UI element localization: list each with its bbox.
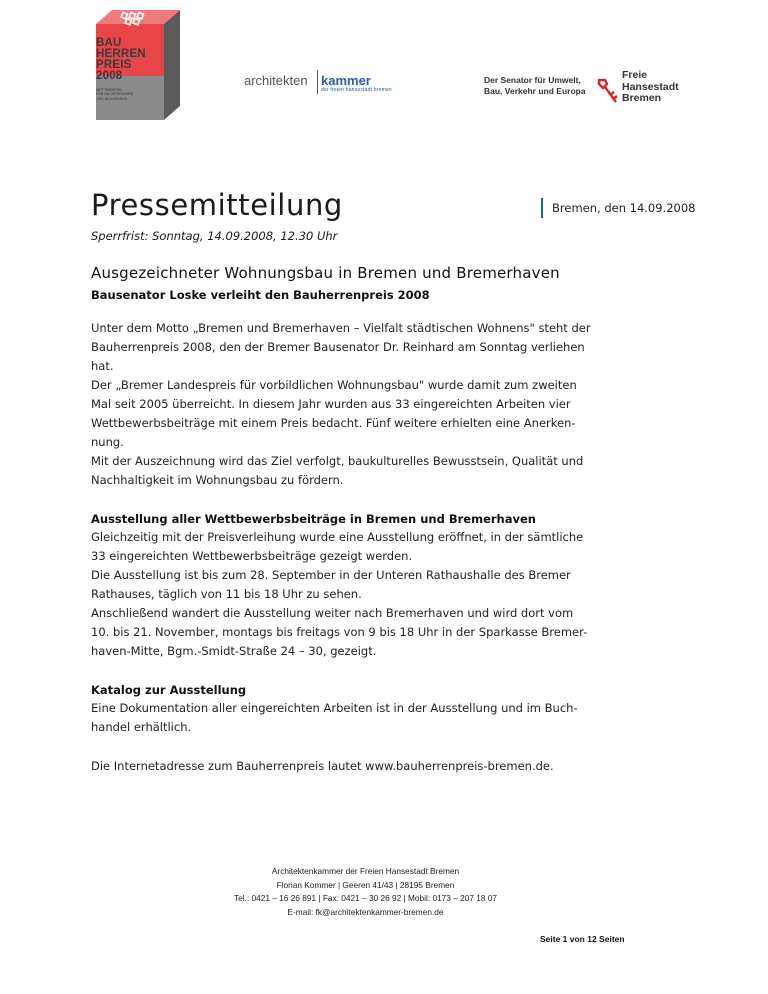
text-line: Gleichzeitig mit der Preisverleihung wurde eine Ausstellung eröffnet, in der sämtliche <box>91 530 584 544</box>
section-heading-katalog: Katalog zur Ausstellung <box>91 683 247 697</box>
senator-logo <box>484 75 586 97</box>
page-number: Seite 1 von 12 Seiten <box>540 934 625 944</box>
text-line: 33 eingereichten Wettbewerbsbeiträge gezeigt werden. <box>91 549 413 563</box>
architektenkammer-logo-sub: der freien hansestadt bremen <box>321 87 392 93</box>
logo-line: 2008 <box>96 70 123 82</box>
closing-paragraph <box>91 757 651 776</box>
bauherrenpreis-logo-text <box>96 38 158 82</box>
fhb-line: Bremen <box>622 92 662 104</box>
section-body-ausstellung <box>91 528 651 661</box>
logo-line: PREIS <box>96 59 132 71</box>
footer-line: Tel.: 0421 – 16 26 891 | Fax: 0421 – 30 26 92 | Mobil: 0173 – 207 18 07 <box>233 893 498 903</box>
text-line: haven-Mitte, Bgm.-Smidt-Straße 24 – 30, gezeigt. <box>91 644 377 658</box>
text-line: Anschließend wandert die Ausstellung weiter nach Bremerhaven und wird dort vom <box>91 606 574 620</box>
intro-paragraph <box>91 319 651 490</box>
fhb-line: Freie <box>622 69 648 81</box>
section-heading-ausstellung: Ausstellung aller Wettbewerbsbeiträge in Bremen und Bremerhaven <box>91 512 536 526</box>
text-line: Mit der Auszeichnung wird das Ziel verfolgt, baukulturelles Bewusstsein, Qualität und <box>91 454 584 468</box>
headline: Ausgezeichneter Wohnungsbau in Bremen und Bremerhaven <box>91 264 560 282</box>
footer-line: E-mail: fk@architektenkammer-bremen.de <box>287 906 444 917</box>
text-line: handel erhältlich. <box>91 720 192 734</box>
text-line: Mal seit 2005 überreicht. In diesem Jahr wurden aus 33 eingereichten Arbeiten vier <box>91 397 571 411</box>
text-line: Wettbewerbsbeiträge mit einem Preis bedacht. Fünf weitere erhielten eine Anerken- <box>91 416 576 430</box>
footer-line: Architektenkammer der Freien Hansestadt Bremen <box>271 866 460 876</box>
logo-small-line: WETTBEWERB <box>96 88 122 92</box>
text-line: Unter dem Motto „Bremen und Bremerhaven – Vielfalt städtischen Wohnens" steht der <box>91 321 591 335</box>
logo-line: HERREN <box>96 48 146 60</box>
page-title: Pressemitteilung <box>91 188 343 222</box>
footer-line: Florian Kommer | Geeren 41/43 | 28195 Bremen <box>276 879 455 890</box>
architektenkammer-logo-left: architekten <box>244 73 308 88</box>
section-body-katalog <box>91 699 651 737</box>
architektenkammer-logo-right: kammer <box>321 73 371 88</box>
subheadline: Bausenator Loske verleiht den Bauherrenpreis 2008 <box>91 288 430 302</box>
freie-hansestadt-logo <box>622 70 679 105</box>
text-line: Der „Bremer Landespreis für vorbildlichen Wohnungsbau" wurde damit zum zweiten <box>91 378 577 392</box>
text-line: nung. <box>91 435 124 449</box>
text-line: Nachhaltigkeit im Wohnungsbau zu fördern. <box>91 473 344 487</box>
date-divider <box>541 198 543 218</box>
bremen-key-icon <box>596 76 618 106</box>
footer-contact <box>150 865 581 919</box>
logo-small-line: UND BAUHERREN <box>96 96 128 101</box>
fhb-line: Hansestadt <box>622 80 679 93</box>
text-line: 10. bis 21. November, montags bis freitags von 9 bis 18 Uhr in der Sparkasse Bremer- <box>91 625 588 639</box>
text-line: Die Ausstellung ist bis zum 28. September in der Unteren Rathaushalle des Bremer <box>91 568 571 582</box>
logo-small-line: FÜR BAUHERRINNEN <box>96 92 134 97</box>
text-line: Die Internetadresse zum Bauherrenpreis lautet www.bauherrenpreis-bremen.de. <box>91 759 554 773</box>
text-line: Eine Dokumentation aller eingereichten Arbeiten ist in der Ausstellung und im Buch- <box>91 701 578 715</box>
architektenkammer-logo-divider <box>317 70 318 94</box>
logo-line: BAU <box>96 37 122 49</box>
senator-line: Bau, Verkehr und Europa <box>484 86 586 96</box>
document-date: Bremen, den 14.09.2008 <box>552 201 696 215</box>
senator-line: Der Senator für Umwelt, <box>484 75 581 85</box>
sperrfrist: Sperrfrist: Sonntag, 14.09.2008, 12.30 Uhr <box>91 229 338 243</box>
bauherrenpreis-logo-small-text <box>96 88 158 101</box>
text-line: Bauherrenpreis 2008, den der Bremer Bausenator Dr. Reinhard am Sonntag verliehen <box>91 340 585 354</box>
text-line: hat. <box>91 359 114 373</box>
text-line: Rathauses, täglich von 11 bis 18 Uhr zu sehen. <box>91 587 362 601</box>
